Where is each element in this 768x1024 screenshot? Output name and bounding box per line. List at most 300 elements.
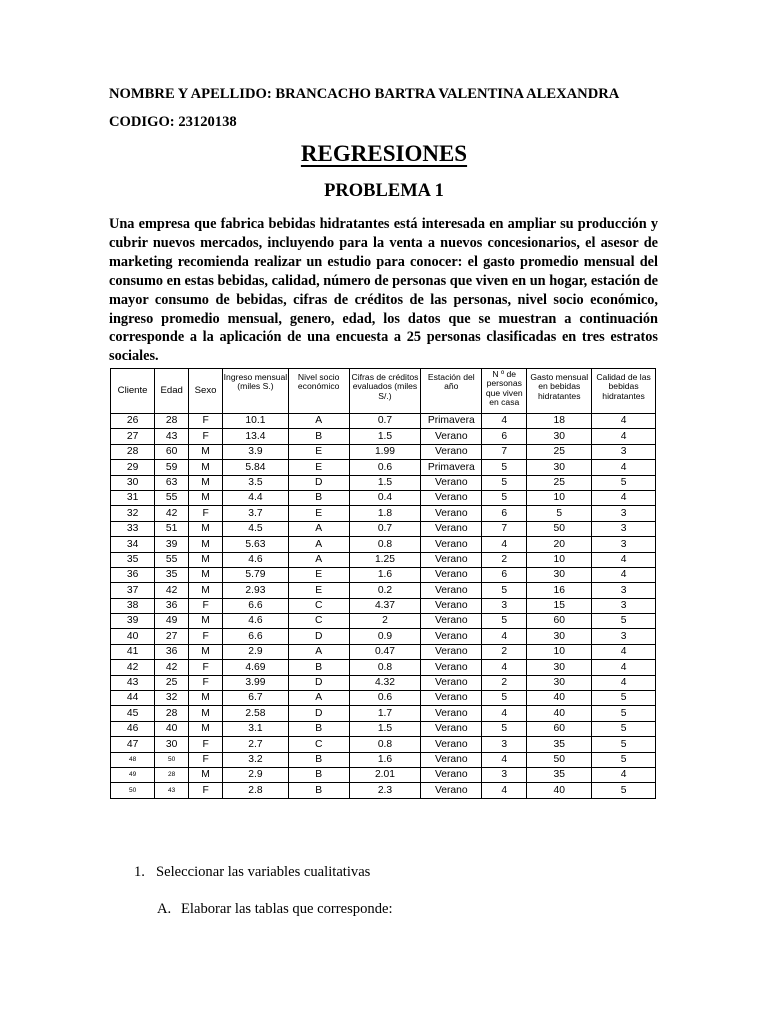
table-row	[111, 752, 656, 767]
table-row	[111, 598, 656, 613]
table-cell: 4	[592, 567, 656, 582]
table-cell: B	[288, 767, 349, 782]
table-cell: Verano	[421, 783, 482, 798]
table-cell: 44	[111, 691, 155, 706]
table-cell: 5	[527, 506, 592, 521]
table-cell: Verano	[421, 490, 482, 505]
table-cell: 1.25	[349, 552, 421, 567]
table-cell: 27	[111, 429, 155, 444]
table-cell: 4.5	[223, 521, 289, 536]
table-row	[111, 583, 656, 598]
table-cell: Verano	[421, 537, 482, 552]
table-cell: F	[189, 414, 223, 429]
table-cell: Verano	[421, 429, 482, 444]
table-cell: 1.6	[349, 752, 421, 767]
table-cell: D	[288, 675, 349, 690]
table-cell: 5	[482, 614, 527, 629]
table-cell: 35	[155, 567, 189, 582]
table-row	[111, 460, 656, 475]
table-row	[111, 614, 656, 629]
table-cell: Verano	[421, 660, 482, 675]
column-header: N º de personas que viven en casa	[482, 369, 527, 414]
table-cell: 4	[482, 660, 527, 675]
table-cell: 5	[592, 783, 656, 798]
table-cell: 49	[155, 614, 189, 629]
table-row	[111, 414, 656, 429]
table-cell: 6	[482, 506, 527, 521]
table-cell: 30	[527, 567, 592, 582]
problem-heading: PROBLEMA 1	[324, 181, 444, 201]
table-cell: 50	[155, 752, 189, 767]
table-cell: 6.6	[223, 629, 289, 644]
table-cell: F	[189, 752, 223, 767]
table-cell: 4.4	[223, 490, 289, 505]
table-cell: 10.1	[223, 414, 289, 429]
document-title	[0, 141, 768, 167]
table-cell: M	[189, 521, 223, 536]
student-name-line: NOMBRE Y APELLIDO: BRANCACHO BARTRA VALENTINA ALEXANDRA	[109, 86, 620, 102]
table-cell: 49	[111, 767, 155, 782]
table-row	[111, 475, 656, 490]
table-cell: 4	[592, 460, 656, 475]
table-cell: A	[288, 521, 349, 536]
table-cell: B	[288, 783, 349, 798]
table-cell: 0.8	[349, 737, 421, 752]
table-cell: 63	[155, 475, 189, 490]
table-cell: 32	[111, 506, 155, 521]
table-cell: 32	[155, 691, 189, 706]
table-cell: 60	[527, 721, 592, 736]
table-cell: 7	[482, 444, 527, 459]
table-cell: Verano	[421, 721, 482, 736]
table-cell: M	[189, 475, 223, 490]
table-cell: 4	[592, 767, 656, 782]
table-cell: 15	[527, 598, 592, 613]
table-cell: 34	[111, 537, 155, 552]
table-cell: 4	[592, 660, 656, 675]
table-cell: M	[189, 460, 223, 475]
table-cell: 36	[155, 598, 189, 613]
table-cell: Primavera	[421, 460, 482, 475]
table-body	[111, 414, 656, 799]
table-cell: 3	[592, 521, 656, 536]
table-cell: 40	[527, 783, 592, 798]
question-1	[134, 864, 370, 881]
table-cell: 3	[592, 537, 656, 552]
question-1-number: 1.	[134, 864, 145, 880]
table-cell: 39	[111, 614, 155, 629]
column-header: Edad	[155, 369, 189, 414]
table-cell: D	[288, 475, 349, 490]
table-cell: 2.3	[349, 783, 421, 798]
table-cell: 2	[482, 552, 527, 567]
table-header-row	[111, 369, 656, 414]
table-cell: Verano	[421, 583, 482, 598]
table-row	[111, 429, 656, 444]
table-cell: 35	[527, 737, 592, 752]
table-cell: 40	[527, 706, 592, 721]
table-cell: 4	[592, 414, 656, 429]
table-row	[111, 737, 656, 752]
table-cell: 4.32	[349, 675, 421, 690]
table-cell: 3	[482, 598, 527, 613]
table-cell: 4	[482, 752, 527, 767]
table-cell: 4	[592, 675, 656, 690]
table-cell: 2.58	[223, 706, 289, 721]
table-cell: Verano	[421, 598, 482, 613]
survey-data-table	[110, 368, 656, 799]
table-cell: E	[288, 506, 349, 521]
table-cell: 5	[482, 721, 527, 736]
table-cell: 37	[111, 583, 155, 598]
table-cell: 0.7	[349, 521, 421, 536]
table-cell: 29	[111, 460, 155, 475]
table-cell: 0.47	[349, 644, 421, 659]
question-1-text: Seleccionar las variables cualitativas	[156, 864, 371, 880]
table-cell: F	[189, 598, 223, 613]
table-cell: 5	[482, 691, 527, 706]
table-cell: 25	[527, 475, 592, 490]
table-cell: 3	[482, 767, 527, 782]
table-cell: 20	[527, 537, 592, 552]
table-cell: 18	[527, 414, 592, 429]
table-cell: M	[189, 444, 223, 459]
table-cell: 4.6	[223, 552, 289, 567]
table-row	[111, 675, 656, 690]
table-cell: Verano	[421, 737, 482, 752]
table-cell: 4	[482, 783, 527, 798]
table-cell: 30	[111, 475, 155, 490]
table-cell: 1.7	[349, 706, 421, 721]
table-cell: 28	[155, 706, 189, 721]
table-cell: 3.99	[223, 675, 289, 690]
table-cell: 45	[111, 706, 155, 721]
column-header: Calidad de las bebidas hidratantes	[592, 369, 656, 414]
table-cell: 16	[527, 583, 592, 598]
table-cell: 4	[592, 552, 656, 567]
table-cell: M	[189, 567, 223, 582]
table-cell: 5.63	[223, 537, 289, 552]
table-cell: 3.2	[223, 752, 289, 767]
table-cell: 51	[155, 521, 189, 536]
table-cell: Verano	[421, 629, 482, 644]
question-1a-letter: A.	[157, 901, 172, 917]
column-header: Ingreso mensual (miles S.)	[223, 369, 289, 414]
table-cell: 10	[527, 644, 592, 659]
table-cell: 28	[111, 444, 155, 459]
table-row	[111, 721, 656, 736]
table-row	[111, 783, 656, 798]
table-cell: 33	[111, 521, 155, 536]
table-cell: 5	[592, 614, 656, 629]
table-cell: 4.6	[223, 614, 289, 629]
table-cell: 0.6	[349, 691, 421, 706]
table-cell: 2	[349, 614, 421, 629]
table-cell: M	[189, 691, 223, 706]
table-cell: M	[189, 490, 223, 505]
table-cell: 60	[155, 444, 189, 459]
table-cell: 4	[482, 537, 527, 552]
table-cell: E	[288, 583, 349, 598]
table-cell: 60	[527, 614, 592, 629]
table-cell: 42	[155, 506, 189, 521]
table-cell: 3	[592, 444, 656, 459]
table-cell: 4	[482, 414, 527, 429]
table-cell: 0.4	[349, 490, 421, 505]
table-row	[111, 521, 656, 536]
table-cell: 30	[155, 737, 189, 752]
table-cell: D	[288, 629, 349, 644]
table-cell: M	[189, 706, 223, 721]
table-cell: Verano	[421, 675, 482, 690]
table-cell: 30	[527, 675, 592, 690]
table-cell: 5.79	[223, 567, 289, 582]
table-row	[111, 660, 656, 675]
table-cell: 25	[155, 675, 189, 690]
table-cell: 0.9	[349, 629, 421, 644]
table-cell: A	[288, 644, 349, 659]
table-row	[111, 691, 656, 706]
table-row	[111, 490, 656, 505]
table-cell: A	[288, 691, 349, 706]
table-cell: M	[189, 614, 223, 629]
student-code-line: CODIGO: 23120138	[109, 114, 237, 130]
table-cell: Verano	[421, 614, 482, 629]
table-cell: 10	[527, 490, 592, 505]
table-cell: 4	[592, 429, 656, 444]
table-cell: 39	[155, 537, 189, 552]
table-cell: 55	[155, 552, 189, 567]
document-title-text: REGRESIONES	[300, 141, 468, 166]
table-cell: M	[189, 767, 223, 782]
table-cell: 5	[592, 475, 656, 490]
table-cell: 36	[155, 644, 189, 659]
table-row	[111, 706, 656, 721]
table-cell: Verano	[421, 444, 482, 459]
table-cell: 6.7	[223, 691, 289, 706]
table-cell: 26	[111, 414, 155, 429]
table-cell: 3	[592, 598, 656, 613]
question-1a-text: Elaborar las tablas que corresponde:	[181, 901, 393, 917]
table-cell: 3	[592, 583, 656, 598]
table-cell: E	[288, 444, 349, 459]
table-cell: B	[288, 721, 349, 736]
table-cell: 1.99	[349, 444, 421, 459]
table-cell: 2	[482, 644, 527, 659]
table-cell: 47	[111, 737, 155, 752]
table-cell: 41	[111, 644, 155, 659]
column-header: Cliente	[111, 369, 155, 414]
table-cell: 31	[111, 490, 155, 505]
table-cell: 5	[592, 691, 656, 706]
table-cell: Verano	[421, 567, 482, 582]
table-cell: 3.1	[223, 721, 289, 736]
table-cell: Verano	[421, 691, 482, 706]
table-cell: 4.37	[349, 598, 421, 613]
table-cell: 6	[482, 429, 527, 444]
table-cell: 0.6	[349, 460, 421, 475]
table-cell: M	[189, 721, 223, 736]
table-cell: F	[189, 783, 223, 798]
table-cell: 40	[111, 629, 155, 644]
table-cell: 5	[592, 721, 656, 736]
table-cell: 48	[111, 752, 155, 767]
table-cell: C	[288, 598, 349, 613]
table-cell: M	[189, 583, 223, 598]
table-cell: 2.01	[349, 767, 421, 782]
table-row	[111, 644, 656, 659]
table-cell: 5	[482, 490, 527, 505]
table-cell: 6.6	[223, 598, 289, 613]
table-row	[111, 444, 656, 459]
table-cell: 30	[527, 460, 592, 475]
table-cell: 4	[592, 490, 656, 505]
table-cell: M	[189, 537, 223, 552]
table-cell: 3	[592, 629, 656, 644]
table-cell: 5	[592, 737, 656, 752]
table-cell: B	[288, 752, 349, 767]
table-cell: 30	[527, 429, 592, 444]
table-cell: 1.6	[349, 567, 421, 582]
table-cell: 1.5	[349, 721, 421, 736]
table-cell: 55	[155, 490, 189, 505]
table-cell: A	[288, 414, 349, 429]
table-row	[111, 767, 656, 782]
table-cell: 4	[482, 706, 527, 721]
table-cell: C	[288, 737, 349, 752]
table-cell: 0.7	[349, 414, 421, 429]
table-cell: 5	[482, 460, 527, 475]
table-cell: 36	[111, 567, 155, 582]
table-cell: Verano	[421, 706, 482, 721]
table-cell: Verano	[421, 752, 482, 767]
table-cell: B	[288, 660, 349, 675]
table-cell: 2.9	[223, 644, 289, 659]
table-cell: F	[189, 737, 223, 752]
table-cell: 5	[482, 475, 527, 490]
table-cell: Verano	[421, 644, 482, 659]
table-cell: 5	[592, 706, 656, 721]
table-cell: 5	[482, 583, 527, 598]
table-cell: 30	[527, 629, 592, 644]
table-cell: 3	[592, 506, 656, 521]
table-cell: 2.8	[223, 783, 289, 798]
table-cell: 50	[527, 752, 592, 767]
table-cell: 6	[482, 567, 527, 582]
table-cell: Verano	[421, 506, 482, 521]
table-cell: 0.2	[349, 583, 421, 598]
table-cell: 2.9	[223, 767, 289, 782]
table-row	[111, 629, 656, 644]
table-cell: 3	[482, 737, 527, 752]
table-cell: 3.7	[223, 506, 289, 521]
table-cell: 1.5	[349, 429, 421, 444]
table-cell: 4.69	[223, 660, 289, 675]
table-cell: 1.8	[349, 506, 421, 521]
table-cell: 10	[527, 552, 592, 567]
table-cell: F	[189, 429, 223, 444]
column-header: Nivel socio económico	[288, 369, 349, 414]
table-row	[111, 552, 656, 567]
column-header: Estación del año	[421, 369, 482, 414]
table-cell: B	[288, 429, 349, 444]
table-cell: 59	[155, 460, 189, 475]
question-1a	[157, 901, 393, 918]
table-cell: 35	[527, 767, 592, 782]
table-cell: A	[288, 537, 349, 552]
table-cell: 40	[155, 721, 189, 736]
table-cell: 28	[155, 414, 189, 429]
table-cell: 42	[155, 583, 189, 598]
table-cell: F	[189, 506, 223, 521]
table-cell: 50	[111, 783, 155, 798]
table-cell: 43	[111, 675, 155, 690]
column-header: Gasto mensual en bebidas hidratantes	[527, 369, 592, 414]
table-cell: 0.8	[349, 660, 421, 675]
table-cell: 3.9	[223, 444, 289, 459]
table-cell: Verano	[421, 552, 482, 567]
table-cell: Verano	[421, 521, 482, 536]
table-cell: M	[189, 644, 223, 659]
table-cell: Verano	[421, 475, 482, 490]
problem-statement: Una empresa que fabrica bebidas hidratantes está interesada en ampliar su producción y cubrir nuevos mercados, incluyendo para la venta a nuevos concesionarios, el asesor de marketing recomienda realizar un estudio para conocer: el gasto promedio mensual del consumo en estas bebidas, calidad, número de personas que viven en un hogar, estación de mayor consumo de bebidas, cifras de créditos de las personas, nivel socio económico, ingreso promedio mensual, genero, edad, los datos que se muestran a continuación corresponde a la aplicación de una encuesta a 25 personas clasificadas en tres estratos sociales.	[109, 216, 658, 365]
table-cell: 4	[482, 629, 527, 644]
table-cell: F	[189, 660, 223, 675]
table-cell: 28	[155, 767, 189, 782]
table-cell: C	[288, 614, 349, 629]
table-cell: 4	[592, 644, 656, 659]
table-cell: 5.84	[223, 460, 289, 475]
table-cell: 30	[527, 660, 592, 675]
table-cell: 7	[482, 521, 527, 536]
table-cell: Primavera	[421, 414, 482, 429]
table-cell: 0.8	[349, 537, 421, 552]
table-row	[111, 506, 656, 521]
table-cell: E	[288, 460, 349, 475]
table-cell: 25	[527, 444, 592, 459]
table-cell: 13.4	[223, 429, 289, 444]
table-cell: 1.5	[349, 475, 421, 490]
table-cell: A	[288, 552, 349, 567]
table-cell: 42	[111, 660, 155, 675]
table-cell: 43	[155, 783, 189, 798]
table-cell: D	[288, 706, 349, 721]
table-cell: 42	[155, 660, 189, 675]
table-cell: 50	[527, 521, 592, 536]
column-header: Sexo	[189, 369, 223, 414]
table-cell: 46	[111, 721, 155, 736]
table-cell: 35	[111, 552, 155, 567]
table-cell: 2	[482, 675, 527, 690]
table-cell: 38	[111, 598, 155, 613]
table-cell: F	[189, 629, 223, 644]
table-cell: 2.7	[223, 737, 289, 752]
table-cell: Verano	[421, 767, 482, 782]
table-cell: 43	[155, 429, 189, 444]
table-cell: E	[288, 567, 349, 582]
table-cell: 2.93	[223, 583, 289, 598]
table-row	[111, 537, 656, 552]
column-header: Cifras de créditos evaluados (miles S/.)	[349, 369, 421, 414]
table-cell: 40	[527, 691, 592, 706]
table-cell: F	[189, 675, 223, 690]
table-cell: 5	[592, 752, 656, 767]
table-cell: 3.5	[223, 475, 289, 490]
table-cell: 27	[155, 629, 189, 644]
table-cell: B	[288, 490, 349, 505]
table-row	[111, 567, 656, 582]
table-cell: M	[189, 552, 223, 567]
